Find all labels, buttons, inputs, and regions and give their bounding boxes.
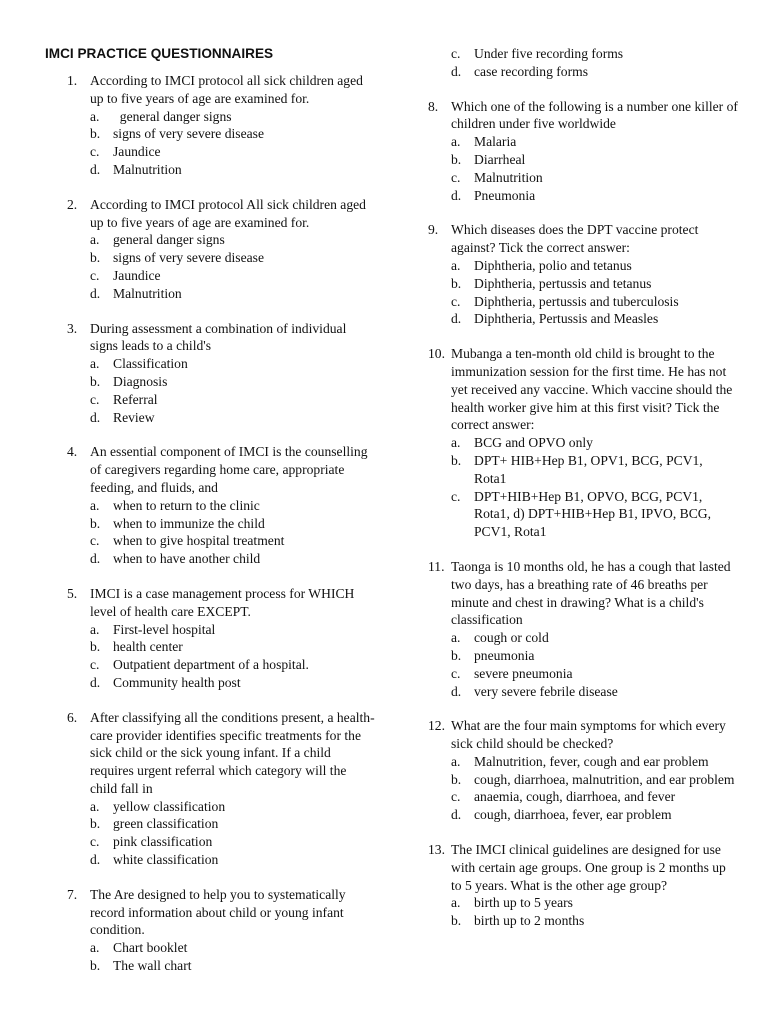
question-text: Mubanga a ten-month old child is brought to the immunization session for the first time. He has not yet received any vaccine. Which vaccine should the health worker give him at this first visit? Tick the correct answer: <box>451 346 733 433</box>
option-letter: a. <box>90 798 100 814</box>
option-letter: d. <box>90 852 101 868</box>
option-letter: c. <box>90 267 100 283</box>
answer-option <box>90 108 375 126</box>
option-text: health center <box>113 639 183 655</box>
option-text: severe pneumonia <box>474 665 573 681</box>
question-item <box>45 72 375 179</box>
question-number: 3. <box>67 320 78 336</box>
question-number: 9. <box>428 222 439 238</box>
option-text: Review <box>113 409 155 425</box>
option-text: when to return to the clinic <box>113 497 260 513</box>
question-text: An essential component of IMCI is the counselling of caregivers regarding home care, appropriate feeding, and fluids, and <box>90 444 368 495</box>
option-letter: b. <box>451 647 462 663</box>
question-number: 11. <box>428 558 445 574</box>
option-letter: b. <box>90 958 101 974</box>
option-letter: c. <box>90 657 100 673</box>
option-text: Malnutrition <box>474 169 543 185</box>
option-text: case recording forms <box>474 63 588 79</box>
option-text: cough, diarrhoea, malnutrition, and ear problem <box>474 771 735 787</box>
option-letter: d. <box>90 161 101 177</box>
option-text: DPT+ HIB+Hep B1, OPV1, BCG, PCV1, Rota1 <box>474 452 707 486</box>
option-text: general danger signs <box>113 232 225 248</box>
option-text: cough, diarrhoea, fever, ear problem <box>474 807 672 823</box>
answer-option <box>451 187 738 205</box>
answer-option <box>90 798 375 816</box>
answer-option <box>90 409 375 427</box>
question-text: The IMCI clinical guidelines are designed for use with certain age groups. One group is 2 months up to 5 years. What is the other age group? <box>451 842 726 893</box>
option-letter: c. <box>451 46 461 61</box>
question-item <box>45 320 375 427</box>
answer-option <box>90 249 375 267</box>
option-text: Malnutrition, fever, cough and ear problem <box>474 753 709 769</box>
answer-option <box>451 452 738 488</box>
answer-option <box>451 771 738 789</box>
option-text: cough or cold <box>474 630 549 646</box>
option-letter: d. <box>451 63 462 79</box>
option-letter: b. <box>451 452 462 468</box>
option-letter: c. <box>90 533 100 549</box>
option-letter: a. <box>451 630 461 646</box>
answer-option <box>90 391 375 409</box>
option-text: Community health post <box>113 674 241 690</box>
answer-option <box>451 434 738 452</box>
option-letter: a. <box>90 940 100 956</box>
option-letter: b. <box>451 771 462 787</box>
question-text: Which one of the following is a number one killer of children under five worldwide <box>451 98 738 132</box>
option-text: when to give hospital treatment <box>113 533 285 549</box>
option-text: when to have another child <box>113 551 261 567</box>
option-letter: a. <box>451 753 461 769</box>
option-letter: c. <box>90 391 100 407</box>
answer-option <box>90 550 375 568</box>
option-letter: a. <box>90 108 100 124</box>
question-item <box>45 443 375 568</box>
option-letter: c. <box>451 169 461 185</box>
answer-option <box>90 143 375 161</box>
option-letter: d. <box>451 311 462 327</box>
answer-option <box>90 532 375 550</box>
answer-option <box>90 957 375 975</box>
question-number: 7. <box>67 886 78 902</box>
answer-option <box>451 683 738 701</box>
document-title: IMCI PRACTICE QUESTIONNAIRES <box>45 46 274 61</box>
option-letter: a. <box>451 257 461 273</box>
question-number: 1. <box>67 73 78 88</box>
answer-option <box>90 355 375 373</box>
answer-option <box>90 833 375 851</box>
answer-option <box>451 63 738 81</box>
answer-option <box>90 285 375 303</box>
option-text: Classification <box>113 356 188 372</box>
question-item <box>428 717 738 824</box>
option-text: Chart booklet <box>113 940 188 956</box>
answer-option <box>90 656 375 674</box>
option-text: Jaundice <box>113 267 161 283</box>
answer-option <box>90 125 375 143</box>
answer-option <box>451 169 738 187</box>
option-letter: b. <box>90 126 101 142</box>
answer-option <box>90 515 375 533</box>
option-letter: a. <box>451 134 461 150</box>
option-letter: d. <box>451 807 462 823</box>
answer-option <box>451 275 738 293</box>
option-letter: b. <box>451 913 462 929</box>
option-letter: a. <box>90 621 100 637</box>
question-item <box>45 196 375 303</box>
right-column <box>428 45 738 947</box>
option-letter: c. <box>451 293 461 309</box>
option-letter: a. <box>90 356 100 372</box>
option-text: Diarrheal <box>474 151 526 167</box>
option-text: white classification <box>113 852 219 868</box>
option-letter: b. <box>90 250 101 266</box>
option-text: general danger signs <box>113 108 232 124</box>
option-text: The wall chart <box>113 958 192 974</box>
question-item <box>428 98 738 205</box>
option-letter: b. <box>90 639 101 655</box>
option-text: Malaria <box>474 134 517 150</box>
question-7-continued-options <box>428 45 738 81</box>
answer-option <box>90 621 375 639</box>
option-text: Jaundice <box>113 144 161 160</box>
answer-option <box>451 665 738 683</box>
question-text: What are the four main symptoms for which every sick child should be checked? <box>451 718 726 752</box>
option-text: Under five recording forms <box>474 46 624 61</box>
option-text: birth up to 2 months <box>474 913 585 929</box>
option-letter: b. <box>451 151 462 167</box>
option-text: Malnutrition <box>113 285 182 301</box>
answer-option <box>451 310 738 328</box>
option-text: Diphtheria, pertussis and tuberculosis <box>474 293 679 309</box>
answer-option <box>451 133 738 151</box>
option-text: Outpatient department of a hospital. <box>113 657 309 673</box>
option-letter: c. <box>451 488 461 504</box>
option-text: DPT+HIB+Hep B1, OPVO, BCG, PCV1, Rota1, d) DPT+HIB+Hep B1, IPVO, BCG, PCV1, Rota1 <box>474 488 715 540</box>
question-item <box>45 886 375 975</box>
answer-option <box>90 267 375 285</box>
option-text: birth up to 5 years <box>474 895 573 911</box>
option-letter: c. <box>451 789 461 805</box>
question-item <box>428 345 738 541</box>
option-text: anaemia, cough, diarrhoea, and fever <box>474 789 676 805</box>
answer-option <box>90 674 375 692</box>
answer-option <box>90 497 375 515</box>
question-number: 6. <box>67 709 78 725</box>
option-text: Malnutrition <box>113 161 182 177</box>
question-number: 5. <box>67 585 78 601</box>
option-letter: a. <box>451 895 461 911</box>
option-text: green classification <box>113 816 219 832</box>
question-number: 4. <box>67 444 78 460</box>
option-letter: b. <box>90 816 101 832</box>
option-letter: b. <box>90 373 101 389</box>
right-question-list <box>428 98 738 930</box>
question-item <box>45 709 375 869</box>
option-letter: d. <box>90 285 101 301</box>
answer-option <box>90 638 375 656</box>
question-number: 2. <box>67 196 78 212</box>
option-text: Diphtheria, polio and tetanus <box>474 257 632 273</box>
answer-option <box>451 257 738 275</box>
question-number: 10. <box>428 346 445 362</box>
option-letter: b. <box>90 515 101 531</box>
question-text: Taonga is 10 months old, he has a cough that lasted two days, has a breathing rate of 46 breaths per minute and chest in drawing? What is a child's classification <box>451 558 731 628</box>
option-letter: a. <box>90 497 100 513</box>
option-text: Pneumonia <box>474 187 536 203</box>
answer-option <box>451 151 738 169</box>
answer-option <box>90 161 375 179</box>
question-text: According to IMCI protocol All sick children aged up to five years of age are examined for. <box>90 196 366 230</box>
question-item <box>428 841 738 930</box>
option-letter: d. <box>90 551 101 567</box>
option-text: pneumonia <box>474 647 535 663</box>
option-letter: a. <box>451 435 461 451</box>
option-letter: c. <box>451 665 461 681</box>
option-text: Diagnosis <box>113 373 168 389</box>
option-letter: d. <box>451 683 462 699</box>
answer-option <box>451 806 738 824</box>
question-item <box>45 585 375 692</box>
question-number: 12. <box>428 718 445 734</box>
left-question-list <box>45 72 375 975</box>
option-text: yellow classification <box>113 798 226 814</box>
answer-option <box>451 488 738 541</box>
answer-option <box>451 629 738 647</box>
option-text: pink classification <box>113 834 213 850</box>
answer-option <box>90 231 375 249</box>
question-text: During assessment a combination of individual signs leads to a child's <box>90 320 347 354</box>
option-text: signs of very severe disease <box>113 250 264 266</box>
question-item <box>428 221 738 328</box>
question-text: After classifying all the conditions present, a health-care provider identifies specific treatments for the sick child or the sick young infant. If a child requires urgent referral which category will the child fall in <box>90 709 375 796</box>
question-number: 13. <box>428 842 445 858</box>
answer-option <box>451 753 738 771</box>
option-text: Diphtheria, Pertussis and Measles <box>474 311 659 327</box>
question-text: IMCI is a case management process for WHICH level of health care EXCEPT. <box>90 585 355 619</box>
option-text: Diphtheria, pertussis and tetanus <box>474 275 652 291</box>
option-letter: d. <box>90 674 101 690</box>
answer-option <box>90 815 375 833</box>
answer-option <box>451 894 738 912</box>
answer-option <box>90 373 375 391</box>
option-letter: c. <box>90 834 100 850</box>
option-letter: c. <box>90 144 100 160</box>
question-text: The Are designed to help you to systematically record information about child or young infant condition. <box>90 886 346 938</box>
question-number: 8. <box>428 98 439 114</box>
answer-option <box>451 912 738 930</box>
answer-option <box>451 647 738 665</box>
answer-option <box>451 293 738 311</box>
answer-option <box>90 851 375 869</box>
option-text: signs of very severe disease <box>113 126 264 142</box>
question-text: Which diseases does the DPT vaccine protect against? Tick the correct answer: <box>451 222 699 256</box>
option-text: very severe febrile disease <box>474 683 618 699</box>
question-text: According to IMCI protocol all sick children aged up to five years of age are examined for. <box>90 73 363 106</box>
option-text: when to immunize the child <box>113 515 265 531</box>
option-letter: d. <box>451 187 462 203</box>
left-column <box>45 45 375 992</box>
option-text: First-level hospital <box>113 621 216 637</box>
option-letter: b. <box>451 275 462 291</box>
answer-option <box>90 939 375 957</box>
option-text: Referral <box>113 391 158 407</box>
option-text: BCG and OPVO only <box>474 435 593 451</box>
answer-option <box>451 788 738 806</box>
question-item <box>428 558 738 700</box>
option-letter: a. <box>90 232 100 248</box>
option-letter: d. <box>90 409 101 425</box>
answer-option <box>451 45 738 63</box>
